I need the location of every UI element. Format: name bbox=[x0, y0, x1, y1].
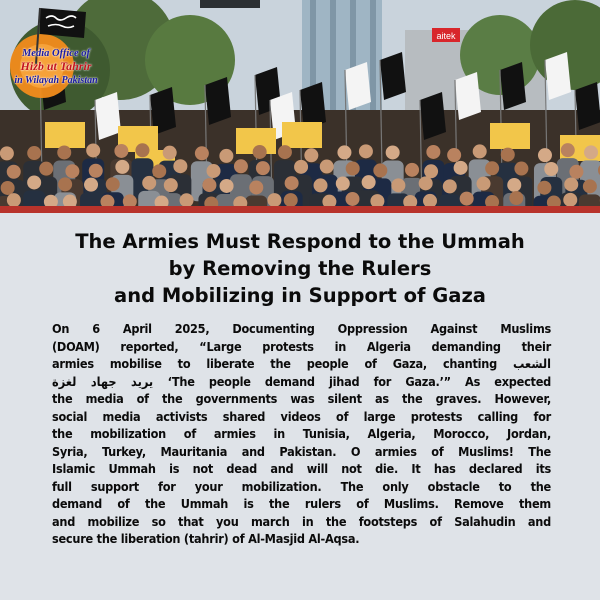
protest-flag bbox=[420, 92, 446, 140]
crowd-head bbox=[501, 148, 515, 162]
crowd-head bbox=[314, 178, 328, 192]
crowd-head bbox=[419, 176, 433, 190]
crowd-head bbox=[359, 144, 373, 158]
crowd-head bbox=[57, 145, 71, 159]
crowd-head bbox=[583, 179, 597, 193]
crowd-head bbox=[220, 179, 234, 193]
crowd-head bbox=[426, 145, 440, 159]
crowd-head bbox=[337, 145, 351, 159]
headline-line-3: and Mobilizing in Support of Gaza bbox=[114, 284, 486, 307]
crowd-head bbox=[405, 163, 419, 177]
crowd-head bbox=[195, 146, 209, 160]
crowd-head bbox=[89, 164, 103, 178]
crowd-head bbox=[485, 161, 499, 175]
crowd-head bbox=[106, 177, 120, 191]
crowd-head bbox=[135, 143, 149, 157]
crowd-head bbox=[443, 179, 457, 193]
crowd-head bbox=[27, 175, 41, 189]
crowd-head bbox=[164, 178, 178, 192]
crowd-head bbox=[362, 175, 376, 189]
crowd-head bbox=[249, 180, 263, 194]
protest-sign bbox=[282, 122, 322, 148]
crowd-head bbox=[207, 164, 221, 178]
crowd-head bbox=[460, 192, 474, 206]
body-line: social media activists shared videos of large protests calling for bbox=[52, 408, 551, 424]
logo-line-3: in Wilayah Pakistan bbox=[14, 75, 98, 86]
crowd-head bbox=[509, 191, 523, 205]
logo-line-1: Media Office of bbox=[21, 48, 91, 59]
crowd-head bbox=[253, 145, 267, 159]
crowd-head bbox=[256, 161, 270, 175]
crowd-head bbox=[424, 164, 438, 178]
crowd-head bbox=[163, 146, 177, 160]
crowd-head bbox=[1, 181, 15, 195]
crowd-head bbox=[373, 163, 387, 177]
headline-line-2: by Removing the Rulers bbox=[168, 257, 432, 280]
body-line: On 6 April 2025, Documenting Oppression Against Muslims bbox=[52, 321, 551, 336]
protest-flag bbox=[380, 52, 406, 100]
body-line: Syria, Turkey, Mauritania and Pakistan. O armies of Muslims! The bbox=[52, 443, 551, 459]
crowd-head bbox=[115, 160, 129, 174]
shop-sign: aitek bbox=[436, 31, 456, 41]
crowd-head bbox=[561, 143, 575, 157]
body-line: the mobilization of armies in Tunisia, Algeria, Morocco, Jordan, bbox=[52, 426, 551, 441]
body-line: full support for your mobilization. The only obstacle to the bbox=[52, 478, 551, 494]
crowd-head bbox=[454, 161, 468, 175]
protest-flag bbox=[500, 62, 526, 110]
crowd-head bbox=[219, 149, 233, 163]
crowd-head bbox=[114, 144, 128, 158]
crowd-head bbox=[58, 177, 72, 191]
protest-photo bbox=[0, 0, 600, 213]
crowd-head bbox=[173, 159, 187, 173]
crowd-head bbox=[294, 160, 308, 174]
protest-flag bbox=[205, 77, 231, 125]
crowd-head bbox=[391, 178, 405, 192]
crowd-head bbox=[84, 178, 98, 192]
crowd-head bbox=[569, 165, 583, 179]
crowd-head bbox=[86, 143, 100, 157]
crowd-head bbox=[386, 145, 400, 159]
body-line: the media of the governments was silent as the graves. However, bbox=[52, 391, 551, 406]
crowd-head bbox=[320, 160, 334, 174]
crowd-head bbox=[563, 193, 577, 207]
crowd-head bbox=[7, 193, 21, 207]
headline-line-1: The Armies Must Respond to the Ummah bbox=[75, 230, 525, 253]
body-line: يريد جهاد لغزة ‘The people demand jihad for Gaza.’” As expected bbox=[52, 373, 552, 389]
body-line: (DOAM) reported, “Large protests in Algeria demanding their bbox=[52, 338, 551, 354]
article-body bbox=[52, 320, 551, 548]
crowd-head bbox=[473, 144, 487, 158]
crowd-head bbox=[234, 159, 248, 173]
protest-flag bbox=[545, 52, 571, 100]
crowd-head bbox=[0, 146, 14, 160]
crowd-head bbox=[142, 176, 156, 190]
body-line: Islamic Ummah is not dead and will not die. It has declared its bbox=[52, 461, 551, 476]
crowd-head bbox=[65, 164, 79, 178]
protest-flag bbox=[345, 62, 371, 110]
crowd-head bbox=[346, 161, 360, 175]
crowd-head bbox=[584, 145, 598, 159]
body-line: secure the liberation (tahrir) of Al-Masjid Al-Aqsa. bbox=[52, 531, 360, 546]
crowd-head bbox=[544, 162, 558, 176]
body-line: and mobilize so that you march in the footsteps of Salahudin and bbox=[52, 513, 551, 529]
crowd-head bbox=[345, 192, 359, 206]
media-office-logo bbox=[6, 4, 106, 104]
crowd-head bbox=[7, 165, 21, 179]
body-line: armies mobilise to liberate the people of Gaza, chanting الشعب bbox=[52, 356, 551, 371]
protest-sign bbox=[45, 122, 85, 148]
crowd-head bbox=[564, 177, 578, 191]
crowd-head bbox=[152, 164, 166, 178]
crowd-head bbox=[423, 194, 437, 208]
crowd-head bbox=[537, 181, 551, 195]
crowd-head bbox=[304, 148, 318, 162]
protest-flag bbox=[455, 72, 481, 120]
logo-line-2: Hizb ut Tahrir bbox=[20, 59, 92, 73]
body-line: demand of the Ummah is the rulers of Muslims. Remove them bbox=[52, 496, 551, 511]
crowd-head bbox=[267, 193, 281, 207]
crowd-head bbox=[514, 162, 528, 176]
headline bbox=[20, 228, 580, 309]
crowd-head bbox=[285, 176, 299, 190]
crowd-head bbox=[180, 193, 194, 207]
crowd-head bbox=[507, 178, 521, 192]
crowd-head bbox=[202, 178, 216, 192]
crowd-head bbox=[39, 162, 53, 176]
protest-flag bbox=[575, 82, 600, 130]
protest-sign bbox=[490, 123, 530, 149]
crowd-head bbox=[278, 145, 292, 159]
crowd-head bbox=[538, 148, 552, 162]
crowd-head bbox=[27, 146, 41, 160]
crowd-head bbox=[477, 177, 491, 191]
crowd-head bbox=[284, 193, 298, 207]
crowd-head bbox=[447, 148, 461, 162]
crowd-head bbox=[336, 177, 350, 191]
